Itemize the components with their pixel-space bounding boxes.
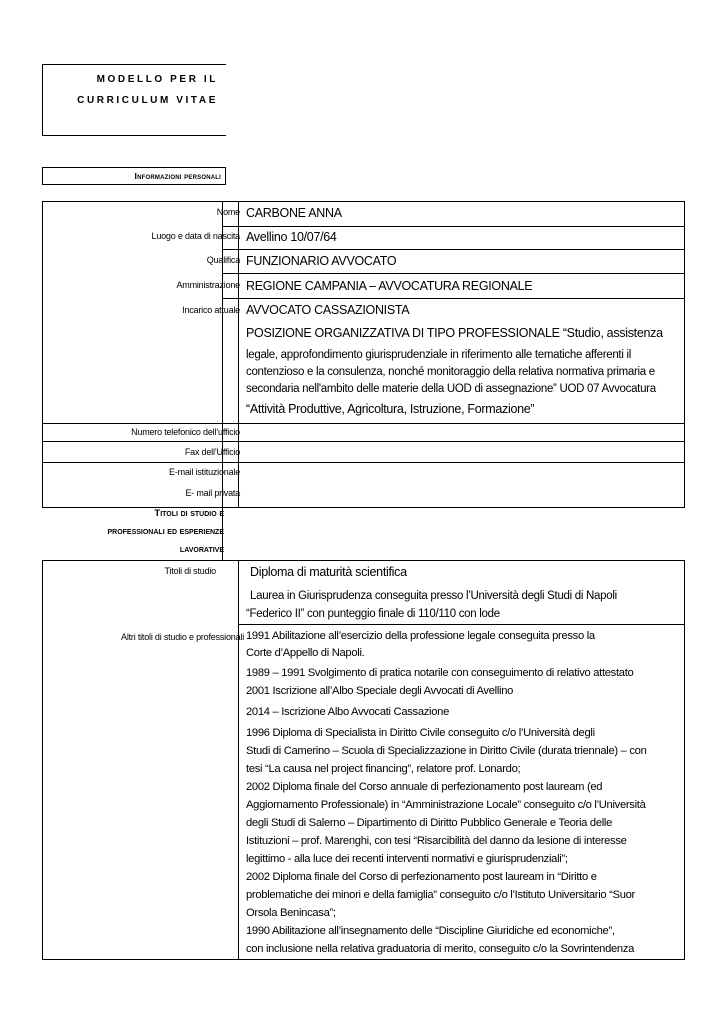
table-right-border <box>684 560 685 960</box>
table-divider <box>222 508 223 560</box>
label-telefono-ufficio: Numero telefonico dell’ufficio <box>131 427 240 437</box>
row-separator <box>42 560 685 561</box>
altri-line: 1989 – 1991 Svolgimento di pratica notarile con conseguimento di relativo attestato <box>246 667 634 679</box>
altri-line: legittimo - alla luce dei recenti interventi normativi e giurisprudenziali”; <box>246 853 568 865</box>
incarico-line: “Attività Produttive, Agricoltura, Istruzione, Formazione” <box>246 402 535 416</box>
incarico-line: secondaria nell'ambito delle materie della UOD di assegnazione” UOD 07 Avvocatura <box>246 383 656 395</box>
altri-line: tesi “La causa nel project financing”, relatore prof. Lonardo; <box>246 763 521 775</box>
titoli-line: Laurea in Giurisprudenza conseguita presso l’Università degli Studi di Napoli <box>250 590 617 602</box>
incarico-line: contenzioso e la consulenza, nonché monitoraggio della relativa normativa primaria e <box>246 366 655 378</box>
label-altri-titoli: Altri titoli di studio e professionali <box>121 632 244 642</box>
row-separator <box>42 423 685 424</box>
value-amministrazione: REGIONE CAMPANIA – AVVOCATURA REGIONALE <box>246 279 533 293</box>
altri-line: 1996 Diploma di Specialista in Diritto Civile conseguito c/o l’Università degli <box>246 727 595 739</box>
label-titoli-di-studio: Titoli di studio <box>164 566 216 576</box>
table-divider <box>238 560 239 960</box>
education-section-title-line2: professionali ed esperienze <box>107 526 224 537</box>
altri-line: Studi di Camerino – Scuola di Specializzazione in Diritto Civile (durata triennale) – con <box>246 745 647 757</box>
altri-line: 1990 Abilitazione all’insegnamento delle “Discipline Giuridiche ed economiche”, <box>246 925 615 937</box>
altri-line: 2001 Iscrizione all’Albo Speciale degli Avvocati di Avellino <box>246 685 514 697</box>
table-bottom-border <box>42 959 685 960</box>
label-luogo-data-nascita: Luogo e data di nascita <box>151 231 240 241</box>
altri-line: Corte d’Appello di Napoli. <box>246 647 365 659</box>
education-section-title-line3: lavorative <box>179 544 224 555</box>
altri-line: con inclusione nella relativa graduatoria di merito, conseguito c/o la Sovrintendenza <box>246 943 635 955</box>
cv-title-line2: CURRICULUM VITAE <box>77 95 218 106</box>
altri-line: 2014 – Iscrizione Albo Avvocati Cassazione <box>246 706 449 718</box>
altri-line: Istituzioni – prof. Marenghi, con tesi “Risarcibilità del danno da lesione di interesse <box>246 835 627 847</box>
titoli-line: Diploma di maturità scientifica <box>250 565 407 579</box>
personal-info-section-header <box>42 167 226 185</box>
label-fax-ufficio: Fax dell’Ufficio <box>184 447 240 457</box>
altri-line: 2002 Diploma finale del Corso annuale di perfezionamento post lauream (ed <box>246 781 603 793</box>
row-separator <box>222 226 685 227</box>
incarico-line: AVVOCATO CASSAZIONISTA <box>246 303 410 317</box>
incarico-line: legale, approfondimento giurisprudenziale in riferimento alle tematiche afferenti il <box>246 349 631 361</box>
label-nome: Nome <box>216 207 240 217</box>
altri-line: 2002 Diploma finale del Corso di perfezionamento post lauream in “Diritto e <box>246 871 597 883</box>
value-nome: CARBONE ANNA <box>246 206 342 220</box>
value-luogo-data-nascita: Avellino 10/07/64 <box>246 230 337 244</box>
table-left-border <box>42 560 43 960</box>
row-separator <box>238 624 685 625</box>
altri-line: Aggiornamento Professionale) in “Amministrazione Locale” conseguito c/o l’Università <box>246 799 646 811</box>
label-amministrazione: Amministrazione <box>176 280 240 290</box>
education-section-title-line1: Titoli di studio e <box>154 508 224 519</box>
row-separator <box>222 273 685 274</box>
row-separator <box>42 462 685 463</box>
value-qualifica: FUNZIONARIO AVVOCATO <box>246 254 397 268</box>
row-separator <box>222 249 685 250</box>
label-email-istituzionale: E-mail istituzionale <box>168 467 240 477</box>
titoli-line: “Federico II” con punteggio finale di 110/110 con lode <box>246 608 500 620</box>
label-email-privata: E- mail privata <box>185 488 240 498</box>
incarico-line-text: POSIZIONE ORGANIZZATIVA DI TIPO PROFESSIONALE “Studio, assistenza <box>246 326 663 340</box>
label-qualifica: Qualifica <box>206 255 240 265</box>
incarico-line <box>246 326 663 340</box>
cv-title-line1: MODELLO PER IL <box>96 74 218 85</box>
label-incarico-attuale: Incarico attuale <box>182 305 240 315</box>
altri-line: degli Studi di Salerno – Dipartimento di Diritto Pubblico Generale e Teoria delle <box>246 817 613 829</box>
altri-line: Orsola Benincasa”; <box>246 907 336 919</box>
row-separator <box>222 298 685 299</box>
altri-line: problematiche dei minori e della famiglia” conseguito c/o l’Istituto Universitario “Suor <box>246 889 635 901</box>
altri-line: 1991 Abilitazione all’esercizio della professione legale conseguita presso la <box>246 630 595 642</box>
cv-title-box <box>42 64 226 136</box>
row-separator <box>42 441 685 442</box>
personal-info-section-title: Informazioni personali <box>134 171 221 181</box>
